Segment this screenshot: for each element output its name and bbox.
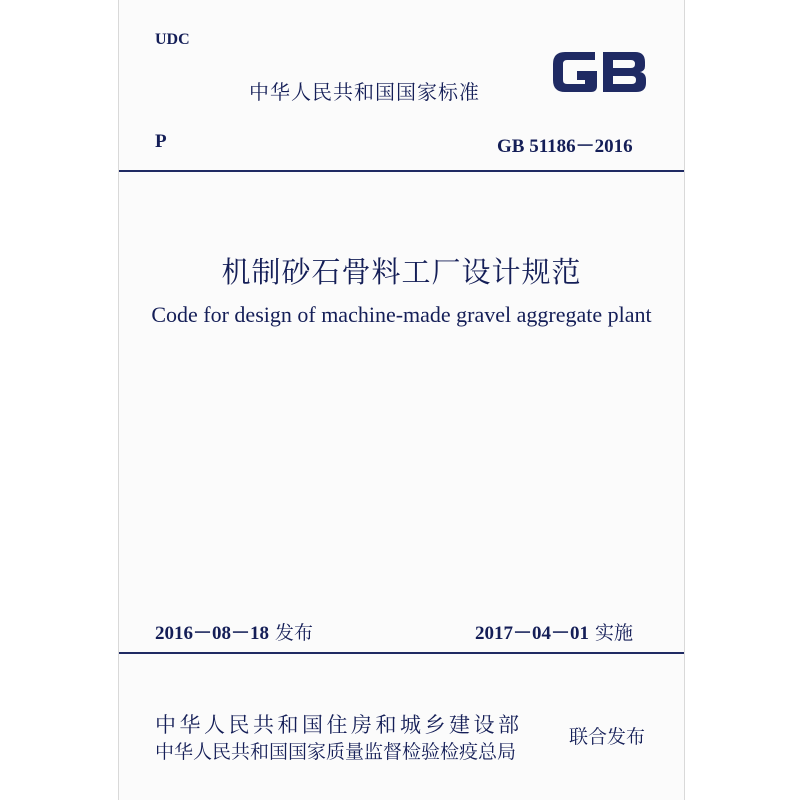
issuer-ministry-housing: 中华人民共和国住房和城乡建设部	[155, 713, 523, 737]
title-english: Code for design of machine-made gravel aggregate plant	[151, 302, 652, 327]
title-chinese: 机制砂石骨料工厂设计规范	[221, 255, 582, 289]
top-divider	[119, 170, 684, 172]
implementation-date: 2017－04－01	[475, 623, 590, 644]
standard-cover	[118, 0, 685, 800]
issuer-aqsiq: 中华人民共和国国家质量监督检验检疫总局	[155, 741, 517, 763]
classification-code: P	[155, 131, 167, 152]
implementation-date-line	[475, 618, 633, 645]
joint-issue-label: 联合发布	[569, 726, 646, 748]
standard-number: GB 51186－2016	[497, 136, 633, 157]
issue-date: 2016－08－18	[155, 623, 270, 644]
udc-label: UDC	[155, 31, 190, 48]
gb-logo	[547, 43, 651, 101]
gb-logo-text: GB	[598, 99, 600, 100]
bottom-divider	[119, 652, 684, 654]
issue-label: 发布	[275, 622, 314, 644]
implementation-label: 实施	[595, 622, 634, 644]
standard-type-heading: 中华人民共和国国家标准	[249, 80, 480, 104]
issue-date-line	[155, 618, 313, 645]
